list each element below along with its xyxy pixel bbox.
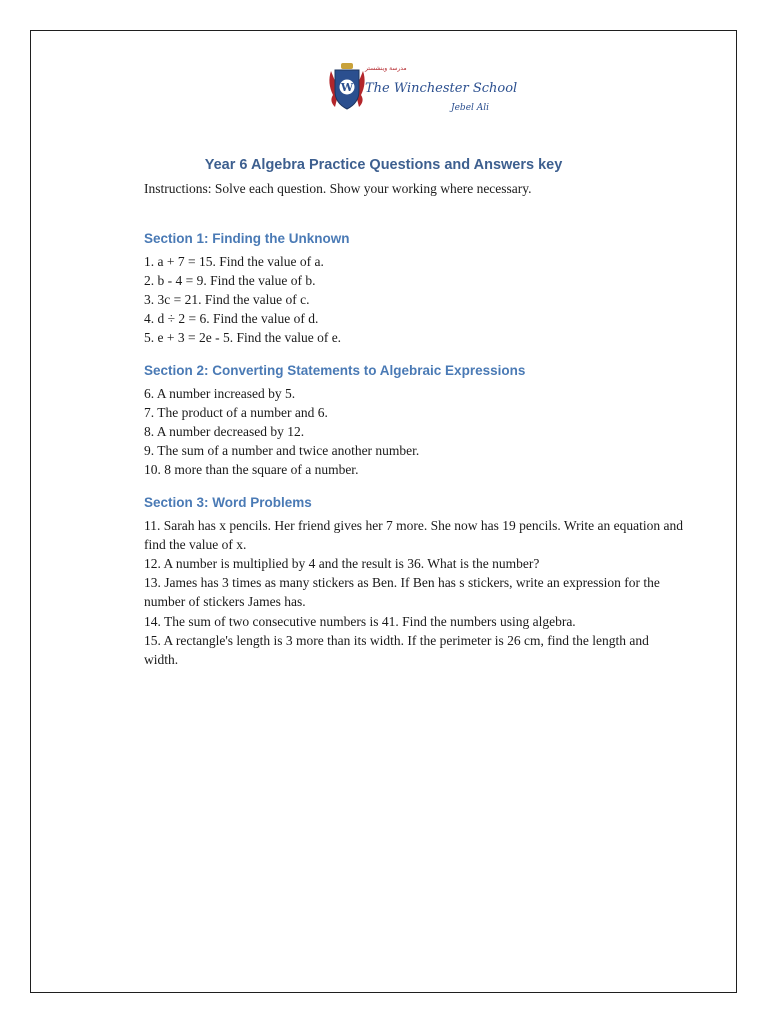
instructions-text: Instructions: Solve each question. Show your working where necessary.	[144, 181, 532, 196]
question-item: 1. a + 7 = 15. Find the value of a.	[144, 253, 324, 269]
section-heading: Section 3: Word Problems	[144, 494, 312, 510]
question-item: 13. James has 3 times as many stickers as Ben. If Ben has s stickers, write an expression for the number of stickers James has.	[144, 575, 660, 610]
document-page	[30, 30, 737, 993]
svg-text:Jebel Ali: Jebel Ali	[451, 103, 490, 113]
question-item: 11. Sarah has x pencils. Her friend gives her 7 more. She now has 19 pencils. Write an equation and find the value of x.	[144, 517, 683, 552]
question-item: 4. d ÷ 2 = 6. Find the value of d.	[144, 311, 319, 327]
school-crest-icon	[327, 61, 518, 115]
question-item: 15. A rectangle's length is 3 more than its width. If the perimeter is 26 cm, find the length and width.	[144, 632, 649, 667]
section-heading: Section 1: Finding the Unknown	[144, 230, 350, 246]
question-item: 5. e + 3 = 2e - 5. Find the value of e.	[144, 330, 342, 346]
question-item: 8. A number decreased by 12.	[144, 423, 305, 439]
school-logo	[327, 61, 518, 115]
question-list	[144, 252, 684, 348]
section-2	[144, 362, 684, 480]
svg-text:The Winchester School: The Winchester School	[365, 81, 518, 96]
section-3	[144, 494, 684, 670]
question-item: 14. The sum of two consecutive numbers is 41. Find the numbers using algebra.	[144, 613, 576, 629]
question-item: 6. A number increased by 5.	[144, 385, 296, 401]
question-item: 10. 8 more than the square of a number.	[144, 462, 359, 478]
question-item: 9. The sum of a number and twice another number.	[144, 443, 420, 459]
question-list	[144, 384, 684, 480]
section-1	[144, 230, 684, 348]
section-heading: Section 2: Converting Statements to Algebraic Expressions	[144, 362, 526, 378]
question-item: 12. A number is multiplied by 4 and the result is 36. What is the number?	[144, 555, 540, 571]
svg-text:W: W	[340, 81, 354, 94]
question-item: 2. b - 4 = 9. Find the value of b.	[144, 272, 316, 288]
question-item: 7. The product of a number and 6.	[144, 404, 328, 420]
svg-text:مدرسة وينشستر: مدرسة وينشستر	[365, 65, 407, 72]
document-title: Year 6 Algebra Practice Questions and Answers key	[204, 157, 563, 173]
question-list	[144, 516, 684, 670]
document-content	[144, 179, 684, 683]
question-item: 3. 3c = 21. Find the value of c.	[144, 291, 310, 307]
